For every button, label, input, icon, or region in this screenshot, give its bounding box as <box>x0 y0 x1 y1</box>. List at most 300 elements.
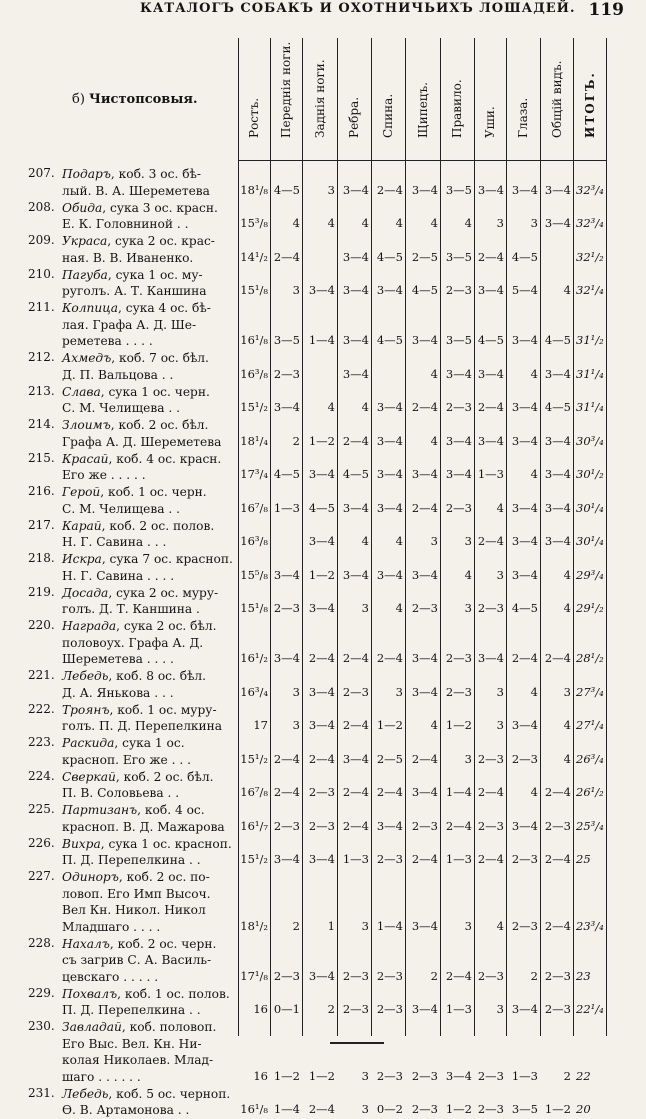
score-cell: 2—4 <box>440 819 472 833</box>
score-cell: 4—5 <box>540 400 571 414</box>
score-cell: 1—3 <box>270 501 300 515</box>
score-cell: 16¹/₇ <box>238 819 268 833</box>
dog-name: Герой <box>62 485 100 499</box>
entry-description <box>62 836 237 869</box>
score-cell: 2—3 <box>302 819 335 833</box>
entry-description <box>62 417 237 450</box>
score-cell: 3 <box>302 183 335 197</box>
score-cell: 2 <box>302 1002 335 1016</box>
score-cell: 4 <box>371 601 403 615</box>
column-header-label: Правило. <box>450 79 464 138</box>
description-line: Его же . . . . . <box>62 467 237 484</box>
score-cell: 4—5 <box>270 183 300 197</box>
score-cell: 4—5 <box>506 601 538 615</box>
description-line: лый. В. А. Шереметева <box>62 183 237 200</box>
score-cell: 16 <box>238 1069 268 1083</box>
score-cell: 4 <box>540 568 571 582</box>
score-cell: 3—4 <box>474 651 504 665</box>
entry-description <box>62 735 237 768</box>
score-cell: 4—5 <box>405 283 438 297</box>
entry-description <box>62 802 237 835</box>
description-line: шаго . . . . . . <box>62 1069 237 1086</box>
score-cell: 3—4 <box>540 467 571 481</box>
column-header-label: Щипецъ. <box>416 82 430 138</box>
table-row <box>0 417 646 451</box>
score-cell: 2—4 <box>405 752 438 766</box>
score-cell: 15¹/₂ <box>238 752 268 766</box>
score-cell: 3—4 <box>337 250 369 264</box>
score-total: 31¹/₄ <box>576 367 604 381</box>
score-cell: 18¹/₄ <box>238 434 268 448</box>
score-cell: 3—4 <box>506 568 538 582</box>
table-row <box>0 936 646 986</box>
dog-name: Украса <box>62 234 107 248</box>
score-cell: 4 <box>540 601 571 615</box>
table-row <box>0 200 646 234</box>
score-cell: 4 <box>540 283 571 297</box>
score-cell: 2—4 <box>540 785 571 799</box>
column-header <box>506 40 540 152</box>
dog-name: Одиноръ <box>62 870 119 884</box>
score-total: 29³/₄ <box>576 568 604 582</box>
score-cell: 2—3 <box>405 1102 438 1116</box>
score-cell: 3—4 <box>540 367 571 381</box>
score-cell: 3—4 <box>302 467 335 481</box>
description-line: цевскаго . . . . . <box>62 969 237 986</box>
description-line: Н. Г. Савина . . . <box>62 534 237 551</box>
score-cell: 3—4 <box>337 367 369 381</box>
score-cell: 2—4 <box>270 752 300 766</box>
score-total: 32³/₄ <box>576 183 604 197</box>
column-header <box>540 40 573 152</box>
score-cell: 2—4 <box>405 852 438 866</box>
table-row <box>0 618 646 668</box>
score-cell: 2—4 <box>405 501 438 515</box>
entry-number: 223. <box>28 735 62 749</box>
description-line: Д. П. Вальцова . . <box>62 367 237 384</box>
description-line: голъ. П. Д. Перепелкина <box>62 718 237 735</box>
table-row <box>0 735 646 769</box>
score-cell: 15¹/₂ <box>238 400 268 414</box>
score-cell: 4—5 <box>337 467 369 481</box>
score-cell: 2—3 <box>270 367 300 381</box>
header-rule <box>238 160 606 161</box>
score-cell: 1—2 <box>440 1102 472 1116</box>
description-line: Нахалъ, коб. 2 ос. черн. <box>62 936 237 953</box>
entry-number: 209. <box>28 233 62 247</box>
score-cell: 3—4 <box>371 434 403 448</box>
score-cell: 1 <box>302 919 335 933</box>
description-line: Раскида, сука 1 ос. <box>62 735 237 752</box>
score-cell: 16⁷/₈ <box>238 785 268 799</box>
score-cell: 2—3 <box>270 969 300 983</box>
score-cell: 2—4 <box>540 919 571 933</box>
table-row <box>0 836 646 870</box>
score-cell: 5—4 <box>506 283 538 297</box>
description-line: реметева . . . . <box>62 333 237 350</box>
description-line: Колпица, сука 4 ос. бѣ- <box>62 300 237 317</box>
entry-number: 222. <box>28 702 62 716</box>
score-cell: 3—4 <box>440 467 472 481</box>
score-cell: 4—5 <box>506 250 538 264</box>
entry-number: 230. <box>28 1019 62 1033</box>
score-cell: 2—3 <box>440 501 472 515</box>
score-cell: 16³/₄ <box>238 685 268 699</box>
score-cell: 2—4 <box>506 651 538 665</box>
dog-name: Сверкай <box>62 770 116 784</box>
description-line: Партизанъ, коб. 4 ос. <box>62 802 237 819</box>
description-line: руголъ. А. Т. Каншина <box>62 283 237 300</box>
score-cell: 2—4 <box>302 651 335 665</box>
column-header-label: Общiй видъ. <box>550 61 564 138</box>
score-cell: 16¹/₈ <box>238 333 268 347</box>
entry-number: 217. <box>28 518 62 532</box>
bottom-rule <box>330 1042 384 1044</box>
entry-description <box>62 518 237 551</box>
score-cell: 16⁷/₈ <box>238 501 268 515</box>
score-cell: 3—4 <box>506 1002 538 1016</box>
table-row <box>0 267 646 301</box>
score-cell: 2—4 <box>337 718 369 732</box>
score-cell: 4 <box>440 216 472 230</box>
score-cell: 2—4 <box>302 752 335 766</box>
score-cell: 2—4 <box>540 651 571 665</box>
score-cell: 3—4 <box>540 501 571 515</box>
score-cell: 3—4 <box>337 283 369 297</box>
score-cell: 2—3 <box>474 1102 504 1116</box>
score-cell: 3—4 <box>474 283 504 297</box>
score-cell: 3—4 <box>405 651 438 665</box>
score-cell: 3 <box>506 216 538 230</box>
score-cell: 4 <box>474 919 504 933</box>
description-line: Е. К. Головниной . . <box>62 216 237 233</box>
score-cell: 2—3 <box>474 601 504 615</box>
entry-number: 228. <box>28 936 62 950</box>
score-total: 30¹/₄ <box>576 501 604 515</box>
score-cell: 3—4 <box>474 434 504 448</box>
score-cell: 1—3 <box>440 852 472 866</box>
entry-number: 227. <box>28 869 62 883</box>
entry-description <box>62 585 237 618</box>
score-total: 30¹/₂ <box>576 467 604 481</box>
score-cell: 3—5 <box>440 183 472 197</box>
score-cell: 3 <box>474 685 504 699</box>
score-cell: 2—3 <box>506 752 538 766</box>
entry-number: 214. <box>28 417 62 431</box>
score-cell: 3 <box>405 534 438 548</box>
score-cell: 2 <box>506 969 538 983</box>
entry-description <box>62 986 237 1019</box>
score-cell: 4 <box>506 785 538 799</box>
score-cell: 3—4 <box>540 216 571 230</box>
column-header-label: Переднiя ноги. <box>279 42 293 138</box>
score-cell: 1—4 <box>270 1102 300 1116</box>
score-cell: 3—4 <box>405 785 438 799</box>
score-cell: 3—4 <box>405 568 438 582</box>
description-line: П. Д. Перепелкина . . <box>62 1002 237 1019</box>
description-line: ная. В. В. Иваненко. <box>62 250 237 267</box>
description-line: С. М. Челищева . . <box>62 501 237 518</box>
table-row <box>0 668 646 702</box>
score-cell: 3 <box>371 685 403 699</box>
description-line: Пагуба, сука 1 ос. му- <box>62 267 237 284</box>
score-cell: 3—4 <box>440 434 472 448</box>
score-cell: 4 <box>302 216 335 230</box>
score-cell: 2—3 <box>440 400 472 414</box>
entry-number: 224. <box>28 769 62 783</box>
description-line: Подаръ, коб. 3 ос. бѣ- <box>62 166 237 183</box>
description-line: Досада, сука 2 ос. муру- <box>62 585 237 602</box>
score-cell: 15⁵/₈ <box>238 568 268 582</box>
score-cell: 17³/₄ <box>238 467 268 481</box>
description-line: Похвалъ, коб. 1 ос. полов. <box>62 986 237 1003</box>
entry-number: 229. <box>28 986 62 1000</box>
column-header-label: Ребра. <box>347 97 361 138</box>
score-cell: 2—3 <box>371 969 403 983</box>
score-cell: 3—4 <box>405 467 438 481</box>
description-line: Вел Кн. Никол. Никол <box>62 902 237 919</box>
score-total: 23 <box>576 969 591 983</box>
entry-description <box>62 451 237 484</box>
score-cell: 1—4 <box>440 785 472 799</box>
score-cell: 15³/₈ <box>238 216 268 230</box>
score-total: 27¹/₄ <box>576 718 604 732</box>
description-line: Награда, сука 2 ос. бѣл. <box>62 618 237 635</box>
score-cell: 3—4 <box>506 534 538 548</box>
score-cell: 1—2 <box>270 1069 300 1083</box>
description-line: половоух. Графа А. Д. <box>62 635 237 652</box>
dog-name: Подаръ <box>62 167 111 181</box>
dog-name: Троянъ <box>62 703 110 717</box>
description-line: Д. А. Янькова . . . <box>62 685 237 702</box>
description-line: красноп. В. Д. Мажарова <box>62 819 237 836</box>
score-cell: 2—3 <box>270 601 300 615</box>
score-cell: 4 <box>371 216 403 230</box>
entry-number: 213. <box>28 384 62 398</box>
score-cell: 2—3 <box>506 919 538 933</box>
description-line: П. Д. Перепелкина . . <box>62 852 237 869</box>
score-cell: 4—5 <box>371 250 403 264</box>
description-line: П. В. Соловьева . . <box>62 785 237 802</box>
score-cell: 4 <box>506 685 538 699</box>
score-cell: 3—4 <box>302 718 335 732</box>
score-cell: 2—4 <box>371 651 403 665</box>
score-cell: 2—3 <box>302 785 335 799</box>
score-total: 27³/₄ <box>576 685 604 699</box>
score-cell: 14¹/₂ <box>238 250 268 264</box>
dog-name: Партизанъ <box>62 803 137 817</box>
entry-description <box>62 618 237 668</box>
description-line: голъ. Д. Т. Каншина . <box>62 601 237 618</box>
score-cell: 3 <box>474 1002 504 1016</box>
description-line: Одиноръ, коб. 2 ос. по- <box>62 869 237 886</box>
score-cell: 3 <box>474 216 504 230</box>
score-total: 30³/₄ <box>576 434 604 448</box>
entry-description <box>62 200 237 233</box>
description-line: Шереметева . . . . <box>62 651 237 668</box>
table-row <box>0 166 646 200</box>
dog-name: Искра <box>62 552 102 566</box>
score-cell: 3 <box>337 1069 369 1083</box>
score-cell: 3—4 <box>371 400 403 414</box>
score-cell: 4 <box>405 216 438 230</box>
score-total: 25 <box>576 852 591 866</box>
entry-description <box>62 668 237 701</box>
score-cell: 2—3 <box>405 601 438 615</box>
score-cell: 2—5 <box>371 752 403 766</box>
score-cell: 4—5 <box>371 333 403 347</box>
table-row <box>0 802 646 836</box>
dog-name: Похвалъ <box>62 987 117 1001</box>
entry-number: 210. <box>28 267 62 281</box>
entry-number: 225. <box>28 802 62 816</box>
entry-description <box>62 702 237 735</box>
score-cell: 2—4 <box>405 400 438 414</box>
description-line: Его Выс. Вел. Кн. Ни- <box>62 1036 237 1053</box>
table-row <box>0 702 646 736</box>
score-cell: 2 <box>405 969 438 983</box>
score-cell: 2—3 <box>474 819 504 833</box>
score-cell: 2—3 <box>540 819 571 833</box>
entry-number: 215. <box>28 451 62 465</box>
score-cell: 3—4 <box>371 467 403 481</box>
score-cell: 3—4 <box>337 501 369 515</box>
column-header-label: Уши. <box>483 106 497 138</box>
score-cell: 2—4 <box>474 400 504 414</box>
score-cell: 2—4 <box>474 534 504 548</box>
score-total: 26³/₄ <box>576 752 604 766</box>
score-cell: 3—5 <box>440 333 472 347</box>
score-cell: 4 <box>440 568 472 582</box>
score-cell: 4 <box>405 718 438 732</box>
column-header <box>573 40 606 152</box>
score-cell: 1—3 <box>440 1002 472 1016</box>
score-cell: 3—4 <box>506 434 538 448</box>
score-cell: 4 <box>302 400 335 414</box>
score-cell: 4 <box>371 534 403 548</box>
entry-number: 212. <box>28 350 62 364</box>
description-line: Троянъ, коб. 1 ос. муру- <box>62 702 237 719</box>
score-cell: 3—4 <box>337 752 369 766</box>
entry-description <box>62 300 237 350</box>
dog-name: Завладай <box>62 1020 122 1034</box>
score-cell: 3 <box>270 685 300 699</box>
score-cell: 2—3 <box>474 752 504 766</box>
section-title: Чистопсовыя. <box>89 92 197 107</box>
dog-name: Красай <box>62 452 108 466</box>
score-cell: 1—2 <box>302 1069 335 1083</box>
score-cell: 3—4 <box>371 819 403 833</box>
score-cell: 1—3 <box>337 852 369 866</box>
score-cell: 16¹/₈ <box>238 1102 268 1116</box>
score-cell: 3 <box>270 718 300 732</box>
entry-number: 218. <box>28 551 62 565</box>
table-row <box>0 518 646 552</box>
score-cell: 3—4 <box>302 601 335 615</box>
score-cell: 3 <box>474 718 504 732</box>
score-cell: 2—4 <box>540 852 571 866</box>
entry-number: 220. <box>28 618 62 632</box>
score-cell: 2 <box>540 1069 571 1083</box>
description-line: Сверкай, коб. 2 ос. бѣл. <box>62 769 237 786</box>
score-total: 28¹/₂ <box>576 651 604 665</box>
dog-name: Карай <box>62 519 102 533</box>
score-cell: 16¹/₂ <box>238 651 268 665</box>
score-cell: 2 <box>270 919 300 933</box>
column-header-label: ИТОГЪ. <box>583 71 597 138</box>
score-cell: 3—4 <box>270 651 300 665</box>
score-total: 20 <box>576 1102 591 1116</box>
score-cell: 17 <box>238 718 268 732</box>
score-cell: 3—4 <box>506 400 538 414</box>
score-cell: 4 <box>405 434 438 448</box>
score-cell: 3 <box>440 919 472 933</box>
page-number: 119 <box>589 0 625 20</box>
description-line: С. М. Челищева . . <box>62 400 237 417</box>
score-cell: 3 <box>337 919 369 933</box>
score-cell: 0—2 <box>371 1102 403 1116</box>
score-cell: 4—5 <box>302 501 335 515</box>
score-cell: 3—4 <box>405 1002 438 1016</box>
column-header <box>270 40 302 152</box>
description-line: Лебедь, коб. 5 ос. черноп. <box>62 1086 237 1103</box>
score-cell: 3—4 <box>405 333 438 347</box>
dog-name: Лебедь <box>62 669 108 683</box>
score-cell: 2—4 <box>337 819 369 833</box>
score-cell: 4 <box>270 216 300 230</box>
score-cell: 3—4 <box>405 685 438 699</box>
score-cell: 3 <box>474 568 504 582</box>
description-line: Злоимъ, коб. 2 ос. бѣл. <box>62 417 237 434</box>
score-cell: 1—2 <box>371 718 403 732</box>
score-cell: 16³/₈ <box>238 534 268 548</box>
entry-description <box>62 384 237 417</box>
score-total: 31¹/₄ <box>576 400 604 414</box>
score-cell: 1—2 <box>440 718 472 732</box>
score-cell: 3—4 <box>506 501 538 515</box>
score-cell: 1—3 <box>474 467 504 481</box>
dog-name: Лебедь <box>62 1087 108 1101</box>
entry-description <box>62 869 237 935</box>
score-cell: 3—4 <box>337 568 369 582</box>
score-total: 29¹/₂ <box>576 601 604 615</box>
description-line: Обида, сука 3 ос. красн. <box>62 200 237 217</box>
score-cell: 3—4 <box>270 400 300 414</box>
description-line: Ѳ. В. Артамонова . . <box>62 1102 237 1119</box>
score-cell: 2—3 <box>440 685 472 699</box>
entry-number: 216. <box>28 484 62 498</box>
entry-number: 221. <box>28 668 62 682</box>
score-cell: 3—4 <box>440 367 472 381</box>
score-cell: 3—4 <box>337 333 369 347</box>
score-cell: 4 <box>474 501 504 515</box>
entry-description <box>62 166 237 199</box>
score-cell: 2 <box>270 434 300 448</box>
score-cell: 3—4 <box>405 183 438 197</box>
column-header-label: Спина. <box>381 94 395 138</box>
score-cell: 3—5 <box>440 250 472 264</box>
description-line: красноп. Его же . . . <box>62 752 237 769</box>
score-total: 31¹/₂ <box>576 333 604 347</box>
score-cell: 3—4 <box>302 534 335 548</box>
entry-number: 231. <box>28 1086 62 1100</box>
score-cell: 4 <box>540 718 571 732</box>
score-cell: 1—2 <box>302 568 335 582</box>
entry-description <box>62 350 237 383</box>
entry-description <box>62 484 237 517</box>
dog-name: Раскида <box>62 736 114 750</box>
score-cell: 3—4 <box>302 969 335 983</box>
